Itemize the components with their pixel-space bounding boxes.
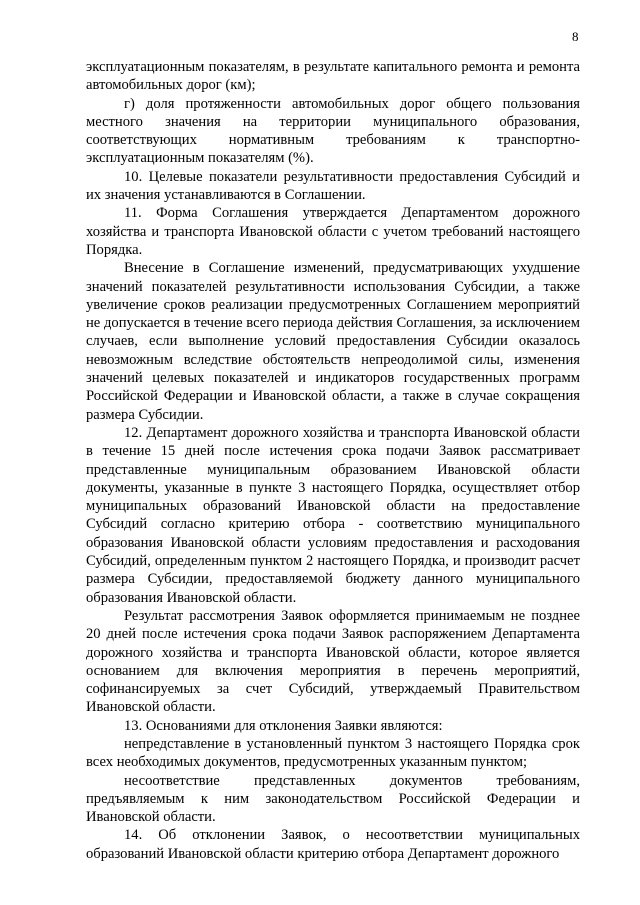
paragraph-13-ground-2: несоответствие представленных документов требованиям, предъявляемым к ним законодательством Российской Федерации и Ивановской области. bbox=[86, 772, 580, 826]
paragraph-continuation: эксплуатационным показателям, в результате капитального ремонта и ремонта автомобильных дорог (км); bbox=[86, 59, 580, 94]
paragraph-10: 10. Целевые показатели результативности предоставления Субсидий и их значения устанавливаются в Соглашении. bbox=[86, 168, 580, 204]
document-body bbox=[86, 58, 580, 863]
paragraph-14: 14. Об отклонении Заявок, о несоответствии муниципальных образований Ивановской области критерию отбора Департамент дорожного bbox=[86, 827, 580, 862]
paragraph-11: 11. Форма Соглашения утверждается Департаментом дорожного хозяйства и транспорта Ивановской области с учетом требований настоящего Порядка. bbox=[86, 205, 580, 258]
paragraph-12-result: Результат рассмотрения Заявок оформляется принимаемым не позднее 20 дней после истечения срока подачи Заявок распоряжением Департамента дорожного хозяйства и транспорта Ивановской области, которое является основанием для включения мероприятия в перечень мероприятий, софинансируемых за счет Субсидий, утверждаемый Правительством Ивановской области. bbox=[86, 607, 580, 716]
paragraph-11-amendments: Внесение в Соглашение изменений, предусматривающих ухудшение значений показателей результативности использования Субсидии, а также увеличение сроков реализации предусмотренных Соглашением мероприятий не допускается в течение всего периода действия Соглашения, за исключением случаев, если выполнение условий предоставления Субсидии оказалось невозможным вследствие обстоятельств непреодолимой силы, изменения значений целевых показателей и индикаторов государственных программ Российской Федерации и Ивановской области, а также в случае сокращения размера Субсидии. bbox=[86, 260, 580, 423]
paragraph-12: 12. Департамент дорожного хозяйства и транспорта Ивановской области в течение 15 дней после истечения срока подачи Заявок рассматривает представленные муниципальным образованием Ивановской области документы, указанные в пункте 3 настоящего Порядка, осуществляет отбор муниципальных образований Ивановской области на предоставление Субсидий согласно критерию отбора - соответствию муниципального образования Ивановской области условиям предоставления и расходования Субсидий, определенным пунктом 2 настоящего Порядка, и производит расчет размера Субсидии, предоставляемой бюджету данного муниципального образования Ивановской области. bbox=[86, 424, 580, 606]
paragraph-13-ground-1: непредставление в установленный пунктом 3 настоящего Порядка срок всех необходимых документов, предусмотренных указанным пунктом; bbox=[86, 735, 580, 771]
page-number: 8 bbox=[572, 29, 579, 44]
paragraph-13: 13. Основаниями для отклонения Заявки являются: bbox=[124, 717, 443, 734]
paragraph-subitem-g: г) доля протяженности автомобильных дорог общего пользования местного значения на территории муниципального образования, соответствующих нормативным требованиям к транспортно-эксплуатационным показателям (%). bbox=[86, 95, 580, 167]
